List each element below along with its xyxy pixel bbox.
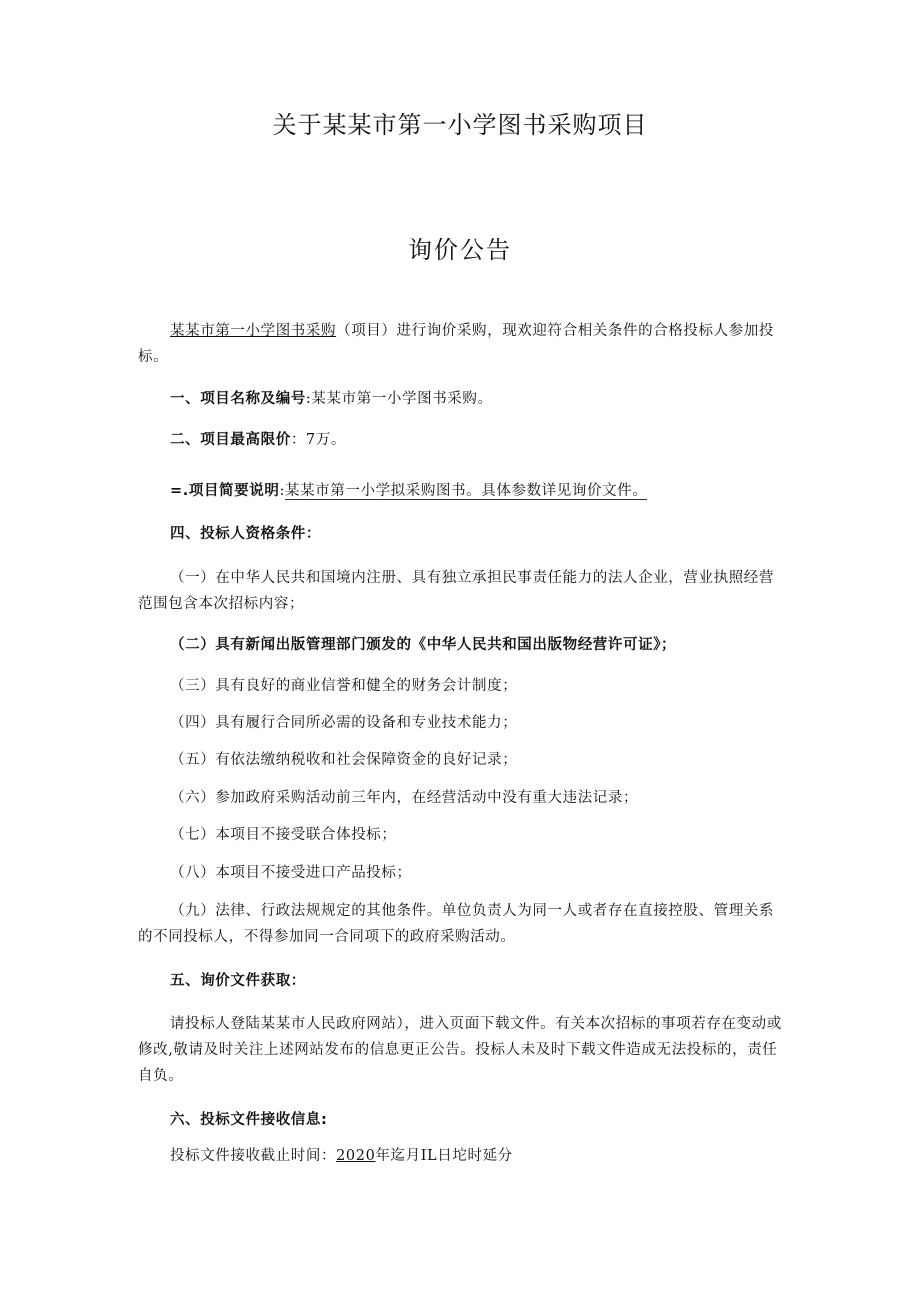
qualification-7: （七）本项目不接受联合体投标；: [170, 827, 397, 843]
section-6-heading: 六、投标文件接收信息:: [170, 1112, 328, 1128]
intro-project-name: 某某市第一小学图书采购: [170, 323, 337, 339]
section-1: [170, 386, 786, 412]
deadline-year: 2020: [336, 1148, 376, 1164]
qualification-1: （一）在中华人民共和国境内注册、具有独立承担民事责任能力的法人企业，营业执照经营范围包含本次招标内容；: [138, 570, 774, 612]
section-5-heading: 五、询价文件获取：: [170, 973, 306, 989]
qualification-6: （六）参加政府采购活动前三年内，在经营活动中没有重大违法记录；: [170, 790, 639, 806]
document-subtitle: 询价公告: [408, 236, 512, 264]
document-title: 关于某某市第一小学图书采购项目: [272, 111, 648, 139]
section-1-value: :某某市第一小学图书采购。: [305, 391, 493, 407]
section-2-value: ：7万。: [290, 432, 346, 448]
qualification-3: （三）具有良好的商业信誉和健全的财务会计制度；: [170, 678, 518, 694]
qualification-5: （五）有依法缴纳税收和社会保障资金的良好记录；: [170, 752, 518, 768]
section-4-heading: 四、投标人资格条件：: [170, 526, 321, 542]
deadline-prefix: 投标文件接收截止时间：: [170, 1148, 337, 1164]
deadline-line: [170, 1143, 786, 1169]
qualification-9: （九）法律、行政法规规定的其他条件。单位负责人为同一人或者存在直接控股、管理关系的不同投标人，不得参加同一合同项下的政府采购活动。: [138, 903, 774, 945]
qualification-2: （二）具有新闻出版管理部门颁发的《中华人民共和国出版物经营许可证》；: [170, 637, 677, 653]
section-3-colon: :: [279, 483, 285, 499]
section-5-text: 请投标人登陆某某市人民政府网站），进入页面下载文件。有关本次招标的事项若存在变动或修改,敬请及时关注上述网站发布的信息更正公告。投标人未及时下载文件造成无法投标的，责任自负。: [138, 1016, 782, 1084]
section-2-label: 二、项目最高限价: [170, 432, 291, 448]
qualification-4: （四）具有履行合同所必需的设备和专业技术能力；: [170, 715, 518, 731]
section-1-label: 一、项目名称及编号: [170, 391, 306, 407]
deadline-suffix: 年迄月IL日坨时延分: [375, 1148, 513, 1164]
intro-paragraph: [138, 318, 786, 370]
section-3-label: =.项目简要说明: [170, 483, 280, 499]
section-3-value: 某某市第一小学拟采购图书。具体参数详见询价文件。: [284, 483, 648, 499]
intro-rest: （项目）进行询价采购，现欢迎符合相关条件的合格投标人参加投标。: [138, 323, 775, 365]
section-2: [170, 427, 786, 453]
qualification-8: （八）本项目不接受进口产品投标；: [170, 865, 412, 881]
section-3: [170, 478, 786, 504]
